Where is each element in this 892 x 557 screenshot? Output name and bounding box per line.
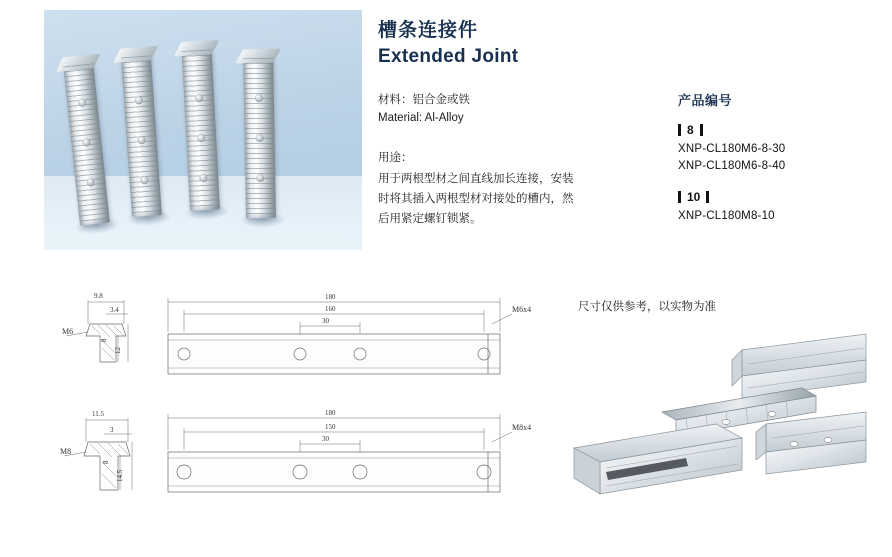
usage-line-1: 用于两根型材之间直线加长连接，安装: [378, 173, 574, 186]
svg-text:M8: M8: [60, 447, 72, 456]
title-english: Extended Joint: [378, 45, 519, 67]
part-number-group-10: [678, 190, 878, 225]
svg-text:8: 8: [100, 338, 108, 342]
svg-text:150: 150: [325, 423, 336, 431]
svg-text:180: 180: [325, 409, 336, 417]
list-item: XNP-CL180M6-8-40: [678, 160, 786, 173]
cross-section-m8: [60, 410, 132, 490]
usage-line-3: 后用紧定螺钉锁紧。: [378, 213, 482, 226]
size-value: 10: [687, 189, 701, 204]
page-title: [378, 18, 628, 68]
svg-text:M6: M6: [62, 327, 74, 336]
svg-text:9.8: 9.8: [94, 292, 103, 300]
bar-shadow: [184, 203, 231, 221]
title-chinese: 槽条连接件: [378, 20, 479, 41]
bar-shadow: [126, 208, 173, 227]
list-item: XNP-CL180M8-10: [678, 209, 775, 222]
material-spec: [378, 92, 618, 128]
size-value: 8: [687, 123, 694, 137]
svg-text:3.4: 3.4: [110, 306, 119, 314]
tick-mark-icon: [678, 124, 681, 136]
svg-text:30: 30: [322, 317, 329, 325]
cross-section-m6: [62, 292, 128, 362]
profile-right-lower: [756, 412, 866, 474]
tick-mark-icon: [706, 191, 709, 203]
product-photo: [44, 10, 362, 250]
part-size-label-10: [678, 190, 878, 204]
profile-lower-left: [574, 424, 742, 494]
part-number-list: [678, 90, 878, 225]
list-item: XNP-CL180M6-8-30: [678, 143, 786, 155]
product-header-section: [0, 0, 892, 268]
svg-text:3: 3: [110, 426, 114, 434]
tick-mark-icon: [700, 124, 703, 136]
material-label-en: Material: Al-Alloy: [378, 111, 464, 124]
side-view-m6: [168, 293, 531, 374]
joint-bar-4: [243, 58, 276, 218]
side-view-m8: [168, 409, 531, 492]
svg-text:12: 12: [114, 347, 122, 354]
bar-screw: [256, 174, 264, 182]
part-number-group-8: [678, 123, 878, 176]
svg-text:11.5: 11.5: [92, 410, 104, 418]
drawing-bottom-view: [60, 394, 620, 534]
svg-text:180: 180: [325, 293, 336, 301]
svg-text:8: 8: [102, 460, 110, 464]
part-number-title: 产品编号: [678, 93, 733, 108]
bar-shadow: [240, 212, 286, 229]
material-label-cn: 材料：铝合金或铁: [378, 94, 470, 106]
svg-text:M8x4: M8x4: [512, 423, 532, 432]
part-size-label-8: [678, 123, 878, 137]
svg-text:160: 160: [325, 305, 336, 313]
drawing-note: 尺寸仅供参考，以实物为准: [578, 301, 716, 313]
svg-text:30: 30: [322, 435, 329, 443]
usage-line-2: 时将其插入两根型材对接处的槽内，然: [378, 193, 574, 206]
svg-text:14.5: 14.5: [116, 469, 124, 482]
usage-heading: 用途：: [378, 152, 413, 164]
svg-text:M6x4: M6x4: [512, 305, 532, 314]
assembly-illustration: [566, 320, 878, 530]
technical-drawings-section: [0, 272, 892, 557]
bar-screw: [255, 94, 263, 102]
tick-mark-icon: [678, 191, 681, 203]
usage-description: [378, 148, 620, 230]
